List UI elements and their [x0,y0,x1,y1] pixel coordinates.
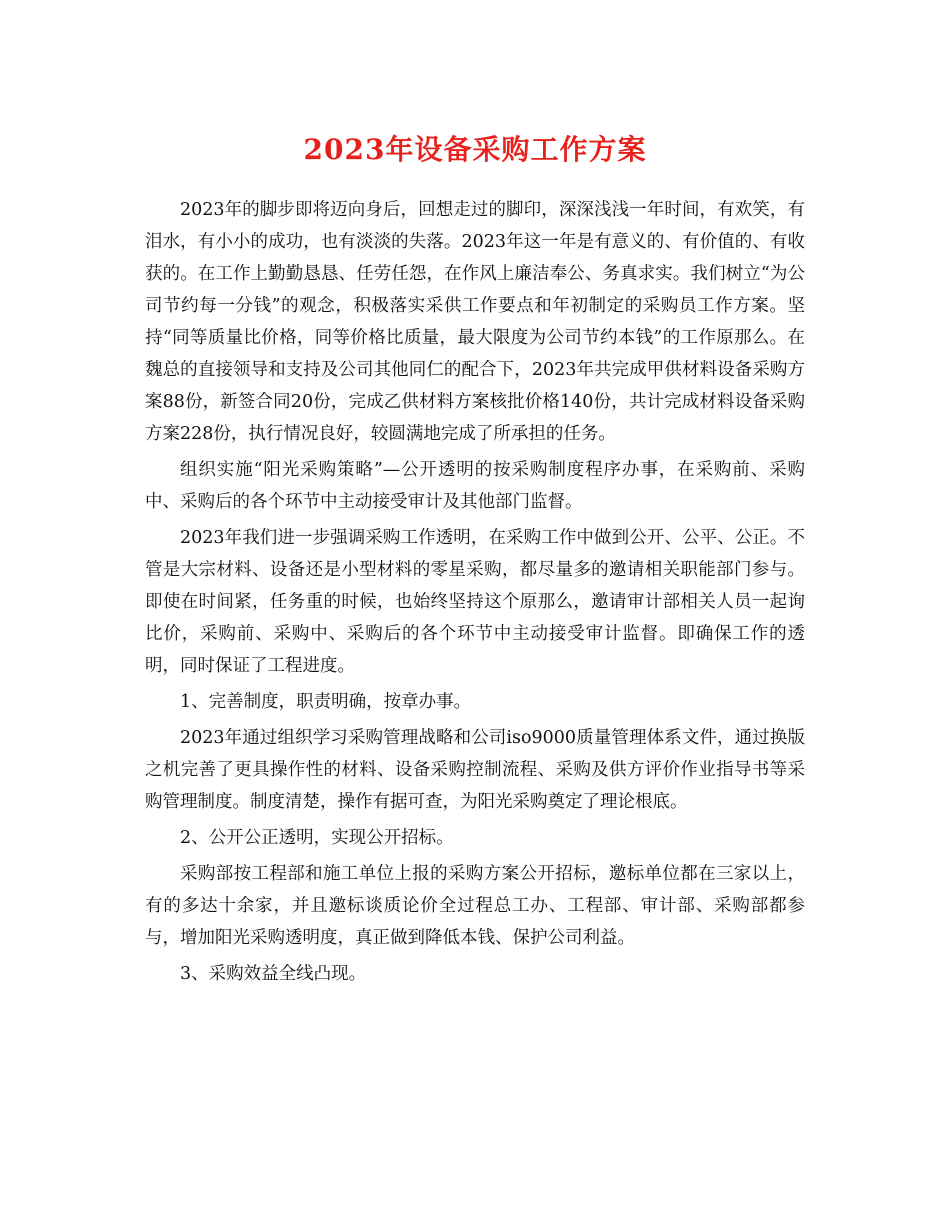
paragraph-summary: 2023年的脚步即将迈向身后，回想走过的脚印，深深浅浅一年时间，有欢笑，有泪水，有小小的成功，也有淡淡的失落。2023年这一年是有意义的、有价值的、有收获的。在工作上勤勤恳恳、任劳任怨，在作风上廉洁奉公、务真求实。我们树立“为公司节约每一分钱”的观念，积极落实采供工作要点和年初制定的采购员工作方案。坚持“同等质量比价格，同等价格比质量，最大限度为公司节约本钱”的工作原那么。在魏总的直接领导和支持及公司其他同仁的配合下，2023年共完成甲供材料设备采购方案88份，新签合同20份，完成乙供材料方案核批价格140份，共计完成材料设备采购方案228份，执行情况良好，较圆满地完成了所承担的任务。 [145,200,805,444]
paragraph-transparency: 2023年我们进一步强调采购工作透明，在采购工作中做到公开、公平、公正。不管是大宗材料、设备还是小型材料的零星采购，都尽量多的邀请相关职能部门参与。即使在时间紧，任务重的时候，也始终坚持这个原那么，邀请审计部相关人员一起询比价，采购前、采购中、采购后的各个环节中主动接受审计监督。即确保工作的透明，同时保证了工程进度。 [145,528,805,676]
paragraph-public-bidding: 采购部按工程部和施工单位上报的采购方案公开招标，邀标单位都在三家以上，有的多达十余家，并且邀标谈质论价全过程总工办、工程部、审计部、采购部都参与，增加阳光采购透明度，真正做到降低本钱、保护公司利益。 [145,864,805,948]
document-title: 2023年设备采购工作方案 [303,133,647,166]
section-heading-2: 2、公开公正透明，实现公开招标。 [180,828,454,848]
section-heading-3: 3、采购效益全线凸现。 [180,964,367,984]
paragraph-system-improvement: 2023年通过组织学习采购管理战略和公司iso9000质量管理体系文件，通过换版之机完善了更具操作性的材料、设备采购控制流程、采购及供方评价作业指导书等采购管理制度。制度清楚，操作有据可查，为阳光采购奠定了理论根底。 [145,728,805,812]
paragraph-sunshine-strategy: 组织实施“阳光采购策略”—公开透明的按采购制度程序办事，在采购前、采购中、采购后的各个环节中主动接受审计及其他部门监督。 [145,460,805,512]
document-body [145,194,805,990]
section-heading-1: 1、完善制度，职责明确，按章办事。 [180,692,472,712]
